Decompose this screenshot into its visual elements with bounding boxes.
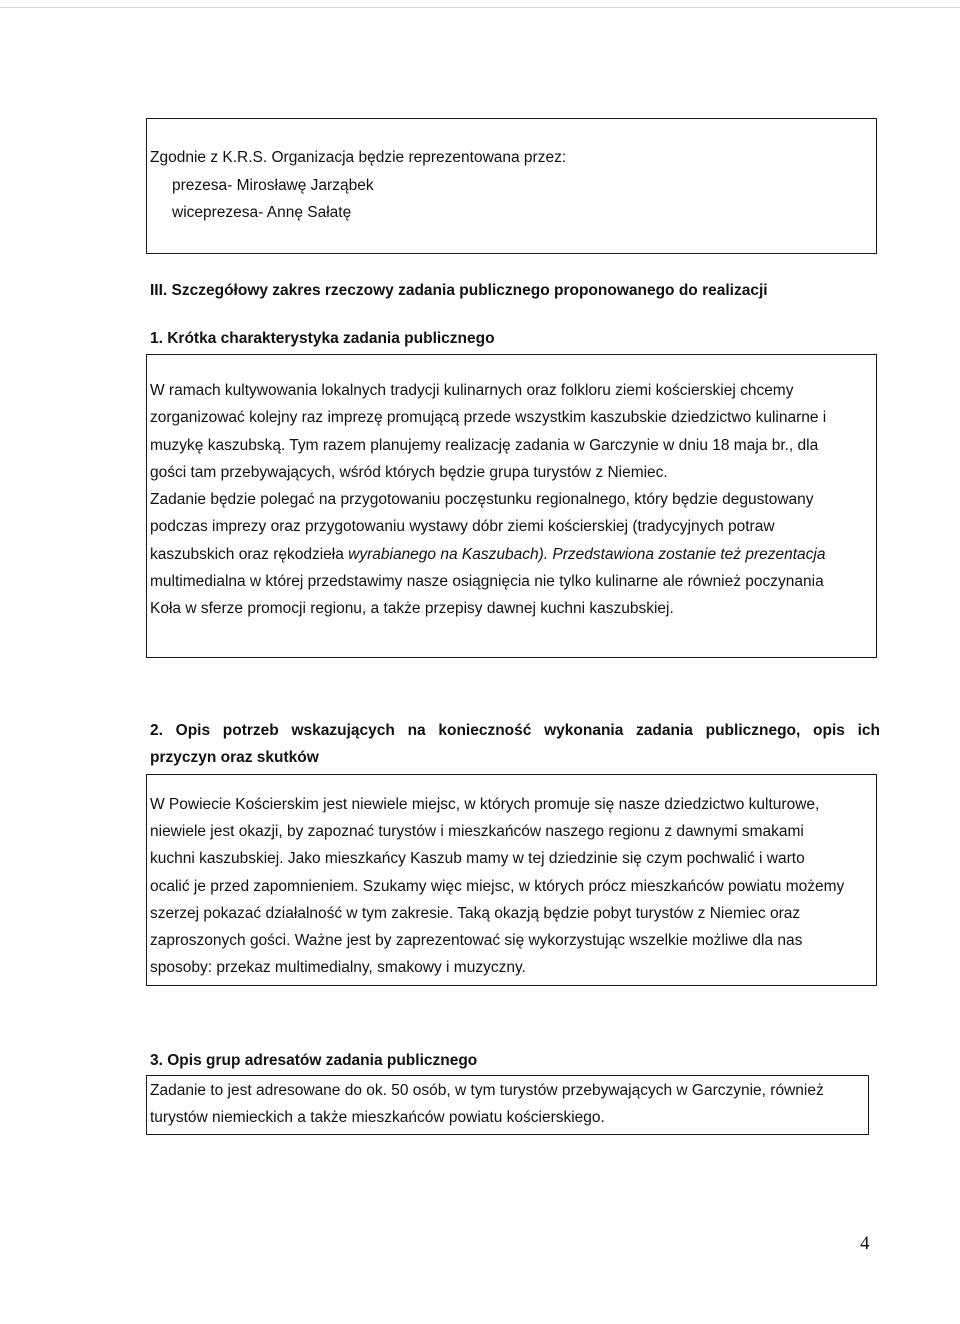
point-1-line: muzykę kaszubską. Tym razem planujemy realizację zadania w Garczynie w dniu 18 maja br., dla <box>150 437 819 454</box>
point-1-line-7-italic: wyrabianego na Kaszubach). Przedstawiona zostanie też prezentacja <box>348 546 826 563</box>
representation-line-1: Zgodnie z K.R.S. Organizacja będzie reprezentowana przez: <box>150 149 567 166</box>
point-3-line: turystów niemieckich a także mieszkańców powiatu kościerskiego. <box>150 1109 605 1126</box>
point-1-line: zorganizować kolejny raz imprezę promującą przede wszystkim kaszubskie dziedzictwo kulinarne i <box>150 409 827 426</box>
point-2-heading-line-1: 2. Opis potrzeb wskazujących na konieczność wykonania zadania publicznego, opis ich <box>150 722 880 739</box>
representation-line-2: prezesa- Mirosławę Jarząbek <box>172 177 374 194</box>
scan-top-edge <box>0 7 960 8</box>
point-1-line: gości tam przebywających, wśród których będzie grupa turystów z Niemiec. <box>150 464 668 481</box>
point-1-line: Zadanie będzie polegać na przygotowaniu poczęstunku regionalnego, który będzie degustowany <box>150 491 814 508</box>
point-1-line-mixed <box>150 545 826 565</box>
point-1-line-7-normal: kaszubskich oraz rękodzieła <box>150 546 349 563</box>
point-2-line: szerzej pokazać działalność w tym zakresie. Taką okazją będzie pobyt turystów z Niemiec oraz <box>150 905 801 922</box>
point-1-heading: 1. Krótka charakterystyka zadania publicznego <box>150 330 495 347</box>
point-2-line: niewiele jest okazji, by zapoznać turystów i mieszkańców naszego regionu z dawnymi smakami <box>150 823 804 840</box>
point-1-line: multimedialna w której przedstawimy nasze osiągnięcia nie tylko kulinarne ale również poczynania <box>150 573 824 590</box>
point-2-line: ocalić je przed zapomnieniem. Szukamy więc miejsc, w których prócz mieszkańców powiatu możemy <box>150 878 845 895</box>
point-2-line: sposoby: przekaz multimedialny, smakowy i muzyczny. <box>150 959 526 976</box>
point-2-line: kuchni kaszubskiej. Jako mieszkańcy Kaszub mamy w tej dziedzinie się czym pochwalić i warto <box>150 850 805 867</box>
point-3-line: Zadanie to jest adresowane do ok. 50 osób, w tym turystów przebywających w Garczynie, również <box>150 1082 824 1099</box>
page-number: 4 <box>860 1233 870 1254</box>
point-2-heading-line-2: przyczyn oraz skutków <box>150 749 319 766</box>
point-1-line: podczas imprezy oraz przygotowaniu wystawy dóbr ziemi kościerskiej (tradycyjnych potraw <box>150 518 775 535</box>
point-2-line: zaproszonych gości. Ważne jest by zaprezentować się wykorzystując wszelkie możliwe dla nas <box>150 932 803 949</box>
representation-line-3: wiceprezesa- Annę Sałatę <box>172 204 352 221</box>
point-1-line: Koła w sferze promocji regionu, a także przepisy dawnej kuchni kaszubskiej. <box>150 600 674 617</box>
point-1-line: W ramach kultywowania lokalnych tradycji kulinarnych oraz folkloru ziemi kościerskiej chcemy <box>150 382 794 399</box>
point-2-line: W Powiecie Kościerskim jest niewiele miejsc, w których promuje się nasze dziedzictwo kulturowe, <box>150 796 820 813</box>
point-3-heading: 3. Opis grup adresatów zadania publicznego <box>150 1052 478 1069</box>
section-3-heading: III. Szczegółowy zakres rzeczowy zadania publicznego proponowanego do realizacji <box>150 282 768 299</box>
